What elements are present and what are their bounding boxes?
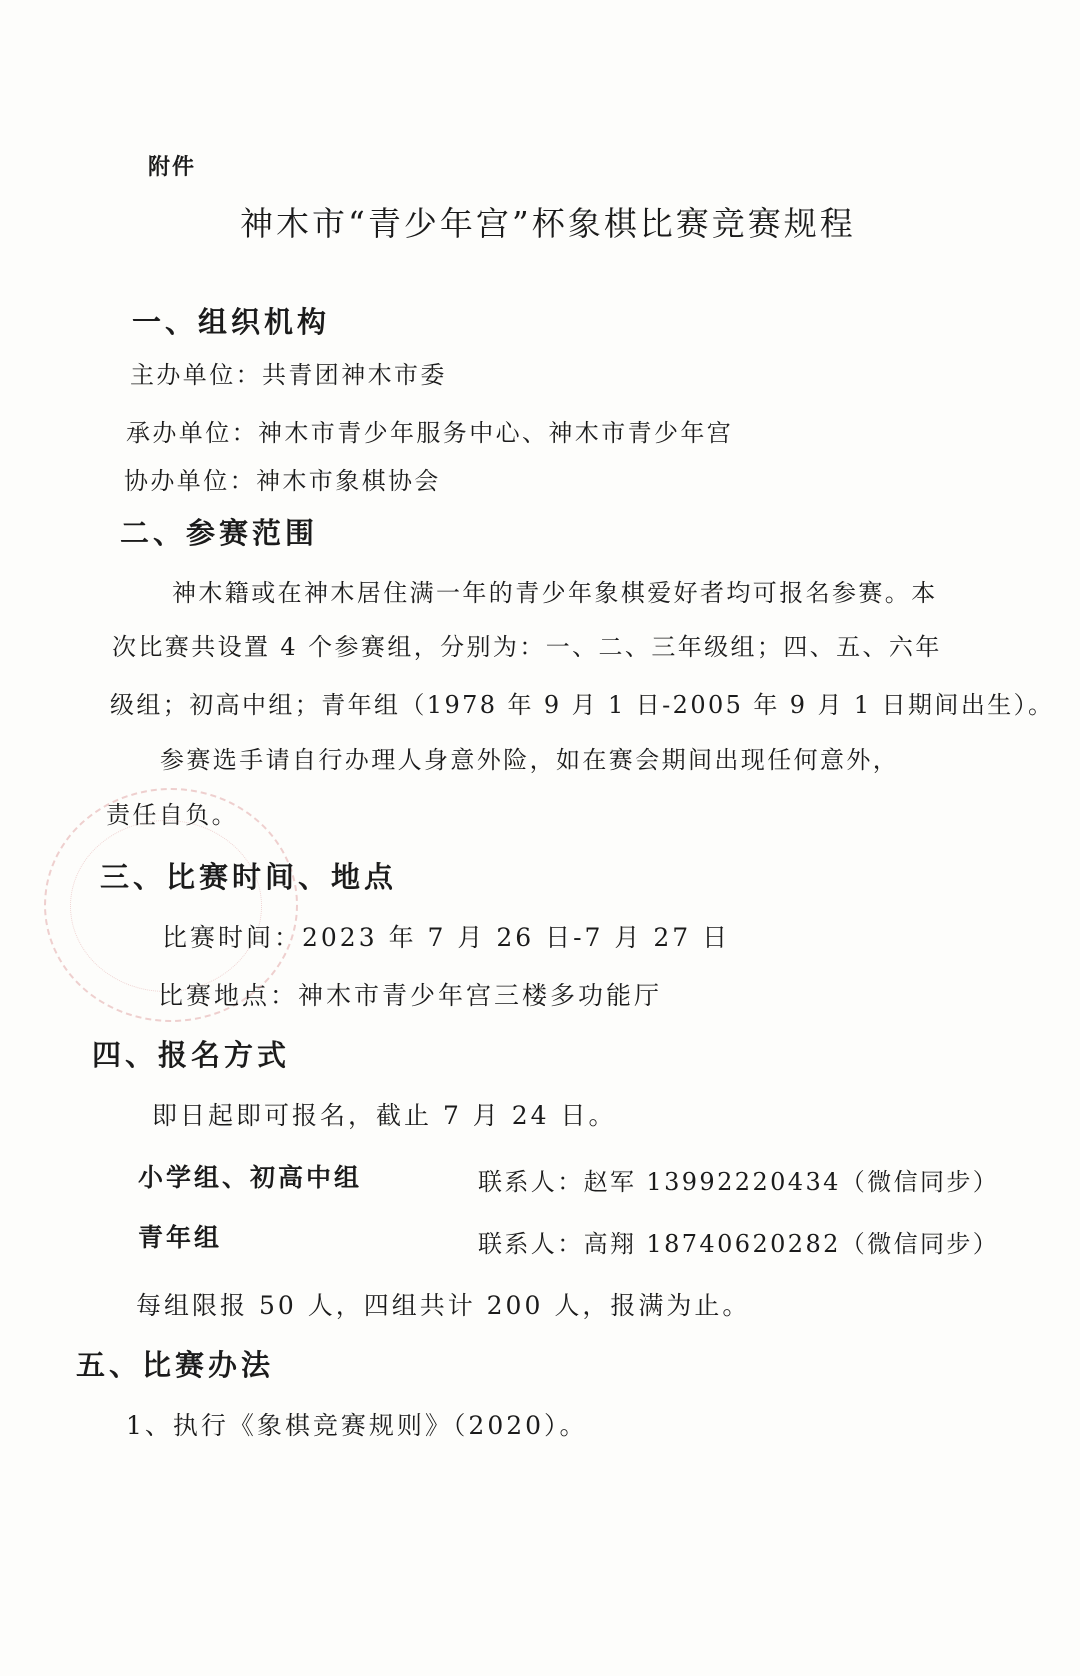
scope-paragraph-line-1: 神木籍或在神木居住满一年的青少年象棋爱好者均可报名参赛。本: [172, 579, 938, 607]
match-time: 比赛时间：2023 年 7 月 26 日-7 月 27 日: [162, 923, 731, 952]
match-place: 比赛地点：神木市青少年宫三楼多功能厅: [158, 981, 663, 1010]
host-unit: 主办单位：共青团神木市委: [130, 361, 447, 389]
section-5-heading: 五、比赛办法: [76, 1348, 275, 1382]
co-organizer-unit: 协办单位：神木市象棋协会: [124, 467, 441, 495]
contact-group-youth: 青年组: [138, 1223, 223, 1252]
scope-paragraph-line-2: 次比赛共设置 4 个参赛组，分别为：一、二、三年级组；四、五、六年: [112, 633, 942, 661]
organizer-unit: 承办单位：神木市青少年服务中心、神木市青少年宫: [126, 419, 734, 447]
attachment-label: 附件: [148, 154, 197, 180]
registration-limit: 每组限报 50 人，四组共计 200 人，报满为止。: [136, 1291, 751, 1320]
section-2-heading: 二、参赛范围: [120, 516, 319, 550]
contact-youth: 联系人：高翔 18740620282（微信同步）: [478, 1230, 1000, 1258]
contact-primary: 联系人：赵军 13992220434（微信同步）: [478, 1168, 1000, 1196]
insurance-paragraph-line-1: 参赛选手请自行办理人身意外险，如在赛会期间出现任何意外，: [160, 746, 900, 774]
scope-paragraph-line-3: 级组；初高中组；青年组（1978 年 9 月 1 日-2005 年 9 月 1 日期间出生）。: [110, 691, 1055, 719]
section-4-heading: 四、报名方式: [92, 1038, 291, 1072]
insurance-paragraph-line-2: 责任自负。: [106, 801, 238, 829]
contact-group-primary: 小学组、初高中组: [138, 1163, 363, 1192]
document-title: 神木市“青少年宫”杯象棋比赛竞赛规程: [240, 204, 856, 243]
section-3-heading: 三、比赛时间、地点: [100, 860, 398, 894]
faded-seal-inner-ring: [70, 820, 262, 992]
registration-deadline: 即日起即可报名，截止 7 月 24 日。: [152, 1101, 617, 1130]
section-1-heading: 一、组织机构: [132, 305, 331, 339]
rule-1: 1、执行《象棋竞赛规则》（2020）。: [126, 1411, 588, 1440]
